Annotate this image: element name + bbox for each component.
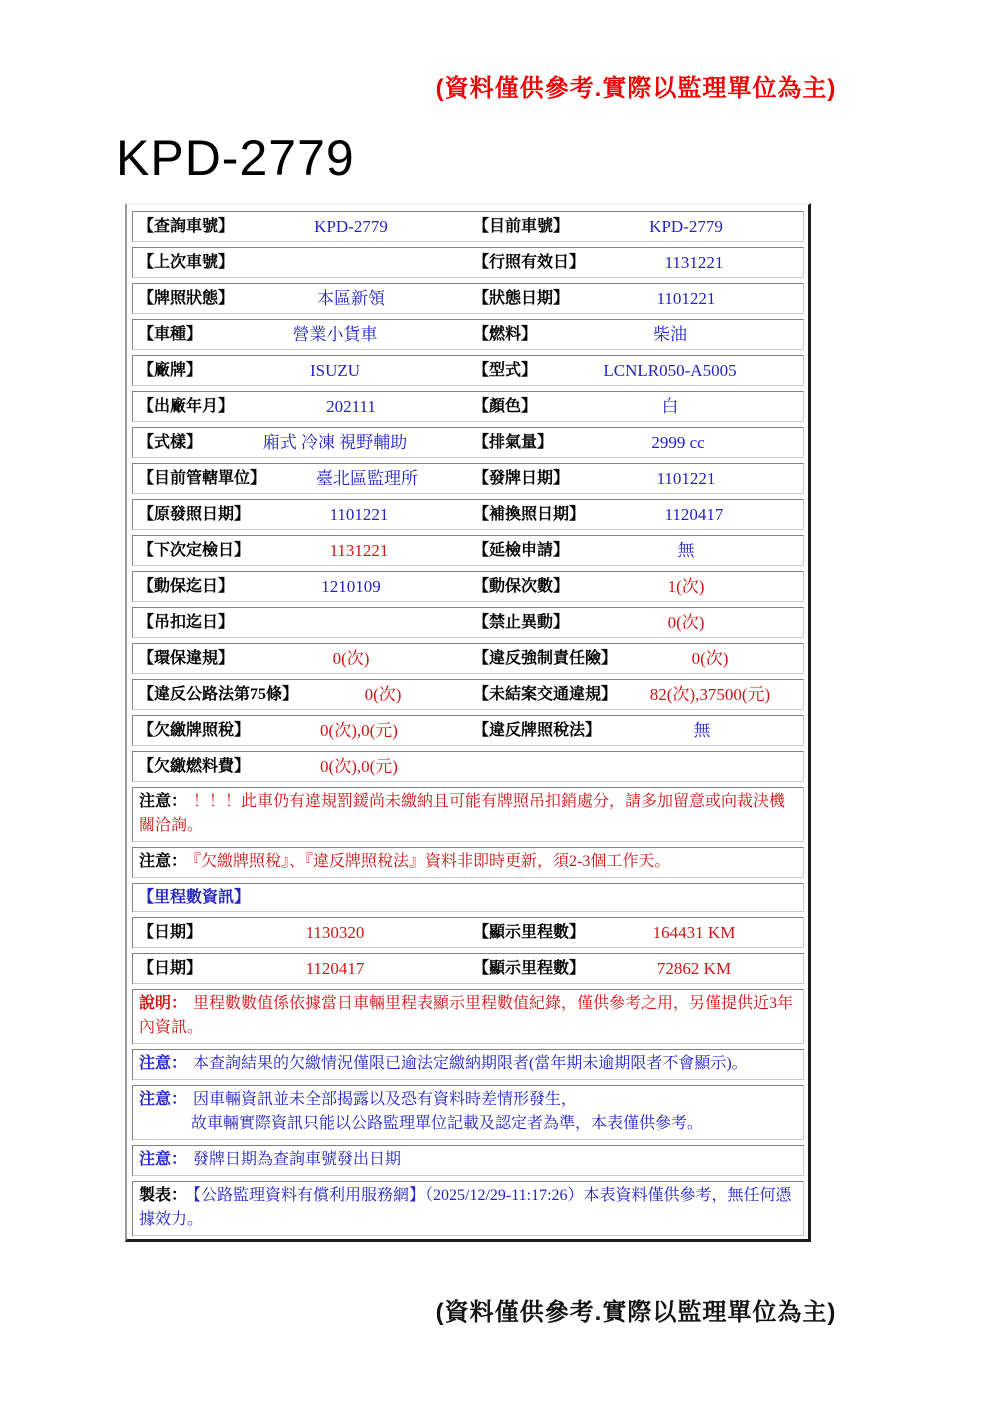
table-row <box>132 355 804 386</box>
field-pair <box>468 608 803 637</box>
field-value: 0(次) <box>691 649 729 668</box>
field-label: 【燃料】 <box>473 326 538 343</box>
vehicle-info-table <box>125 203 811 1242</box>
field-label: 【牌照狀態】 <box>138 290 235 307</box>
field-pair <box>133 716 468 745</box>
note-tax-update <box>132 847 804 878</box>
field-value: 廂式 冷凍 視野輔助 <box>262 433 408 452</box>
field-value: 164431 KM <box>652 923 736 942</box>
table-row <box>132 715 804 746</box>
field-label: 【吊扣迄日】 <box>138 614 235 631</box>
note-label: 注意： <box>139 1151 188 1168</box>
field-value: 72862 KM <box>656 959 732 978</box>
field-value: 0(次),0(元) <box>320 721 398 740</box>
field-label: 【廠牌】 <box>138 362 203 379</box>
note-text-line2: 故車輛實際資訊只能以公路監理單位記載及認定者為準，本表僅供參考。 <box>191 1115 704 1132</box>
field-pair <box>468 320 803 349</box>
field-value: 2999 cc <box>651 433 705 452</box>
table-row <box>132 571 804 602</box>
field-value: 0(次) <box>667 613 705 632</box>
field-label: 【違反強制責任險】 <box>473 650 618 667</box>
table-row <box>132 535 804 566</box>
field-label: 【欠繳牌照稅】 <box>138 722 251 739</box>
field-label: 【出廠年月】 <box>138 398 235 415</box>
table-row <box>132 319 804 350</box>
note-label: 注意： <box>139 1055 188 1072</box>
table-row <box>132 607 804 638</box>
table-row <box>132 391 804 422</box>
field-value: 1101221 <box>656 469 716 488</box>
field-pair <box>468 212 803 241</box>
field-pair <box>133 500 468 529</box>
field-pair <box>133 752 468 781</box>
table-row <box>132 211 804 242</box>
note-text: 本查詢結果的欠繳情況僅限已逾法定繳納期限者(當年期未逾期限者不會顯示)。 <box>193 1055 748 1072</box>
field-value: ISUZU <box>309 361 361 380</box>
table-row <box>132 463 804 494</box>
note-label: 注意： <box>139 793 188 810</box>
field-pair <box>468 572 803 601</box>
disclaimer-bottom: (資料僅供參考.實際以監理單位為主) <box>435 1299 837 1326</box>
note-text: 里程數數值係依據當日車輛里程表顯示里程數值紀錄，僅供參考之用，另僅提供近3年內資訊。 <box>139 995 794 1036</box>
field-pair <box>468 356 803 385</box>
field-pair <box>468 918 803 947</box>
field-label: 【行照有效日】 <box>473 254 586 271</box>
field-label: 【補換照日期】 <box>473 506 586 523</box>
note-mileage-description <box>132 989 804 1044</box>
field-label: 【未結案交通違規】 <box>473 686 618 703</box>
field-label: 【式樣】 <box>138 434 203 451</box>
note-label: 製表： <box>139 1187 188 1204</box>
page-title-plate-number: KPD-2779 <box>116 130 355 186</box>
mileage-row <box>132 917 804 948</box>
field-label: 【上次車號】 <box>138 254 235 271</box>
field-pair <box>468 536 803 565</box>
field-pair <box>133 954 468 983</box>
field-pair <box>468 284 803 313</box>
field-value: 1120417 <box>664 505 724 524</box>
field-pair <box>468 954 803 983</box>
field-pair <box>133 464 468 493</box>
field-pair <box>133 918 468 947</box>
field-label: 【延檢申請】 <box>473 542 570 559</box>
table-row <box>132 679 804 710</box>
field-label: 【顯示里程數】 <box>473 924 586 941</box>
field-label: 【原發照日期】 <box>138 506 251 523</box>
note-issue-date <box>132 1145 804 1176</box>
field-label: 【型式】 <box>473 362 538 379</box>
note-text: 『欠繳牌照稅』、『違反牌照稅法』資料非即時更新，須2-3個工作天。 <box>193 853 671 870</box>
field-label: 【顯示里程數】 <box>473 960 586 977</box>
field-label: 【日期】 <box>138 924 203 941</box>
disclaimer-top: (資料僅供參考.實際以監理單位為主) <box>435 75 837 102</box>
field-pair <box>133 572 468 601</box>
field-pair <box>133 608 468 637</box>
note-overdue-scope <box>132 1049 804 1080</box>
mileage-section-header: 【里程數資訊】 <box>132 883 804 912</box>
field-label: 【查詢車號】 <box>138 218 235 235</box>
field-label: 【動保次數】 <box>473 578 570 595</box>
note-text: 發牌日期為查詢車號發出日期 <box>193 1151 402 1168</box>
field-pair <box>468 392 803 421</box>
field-value: 0(次),0(元) <box>320 757 398 776</box>
field-pair <box>468 428 803 457</box>
field-value: 營業小貨車 <box>292 325 378 344</box>
field-pair <box>133 248 468 277</box>
field-pair <box>468 500 803 529</box>
table-row <box>132 499 804 530</box>
table-row <box>132 427 804 458</box>
field-label: 【目前車號】 <box>473 218 570 235</box>
field-value: 202111 <box>326 397 376 416</box>
field-value: 1120417 <box>305 959 365 978</box>
note-label: 注意： <box>139 853 188 870</box>
field-pair <box>468 464 803 493</box>
note-label: 注意： <box>139 1091 188 1108</box>
field-label: 【動保迄日】 <box>138 578 235 595</box>
note-text: ！！！此車仍有違規罰鍰尚未繳納且可能有牌照吊扣銷處分，請多加留意或向裁決機關洽詢。 <box>139 793 786 834</box>
field-pair <box>468 716 803 745</box>
field-label: 【禁止異動】 <box>473 614 570 631</box>
mileage-row <box>132 953 804 984</box>
field-pair <box>468 248 803 277</box>
field-value: 0(次) <box>364 685 402 704</box>
field-value <box>234 248 468 277</box>
note-data-lag <box>132 1085 804 1140</box>
field-pair <box>133 644 468 673</box>
field-value <box>234 608 468 637</box>
table-row <box>132 643 804 674</box>
table-row <box>132 283 804 314</box>
note-made-by <box>132 1181 804 1236</box>
note-label: 說明： <box>139 995 188 1012</box>
field-label: 【發牌日期】 <box>473 470 570 487</box>
field-label: 【下次定檢日】 <box>138 542 251 559</box>
field-value: 無 <box>693 721 711 740</box>
field-value: 1101221 <box>329 505 389 524</box>
note-text: 【公路監理資料有償利用服務網】（2025/12/29-11:17:26）本表資料僅供參考，無任何憑據效力。 <box>139 1187 792 1228</box>
field-label: 【目前管轄單位】 <box>138 470 267 487</box>
field-pair <box>468 680 803 709</box>
field-value: 臺北區監理所 <box>316 469 418 488</box>
field-label: 【車種】 <box>138 326 203 343</box>
field-pair <box>133 536 468 565</box>
field-label: 【違反公路法第75條】 <box>138 686 299 703</box>
field-label: 【日期】 <box>138 960 203 977</box>
field-pair <box>133 356 468 385</box>
field-value: 1101221 <box>656 289 716 308</box>
field-value: KPD-2779 <box>314 217 388 236</box>
field-value: 1210109 <box>321 577 381 596</box>
field-value: 1131221 <box>329 541 389 560</box>
field-value: 1131221 <box>664 253 724 272</box>
field-value: 82(次),37500(元) <box>649 685 771 704</box>
note-text: 因車輛資訊並未全部揭露以及恐有資料時差情形發生， <box>193 1091 578 1108</box>
field-label: 【欠繳燃料費】 <box>138 758 251 775</box>
field-value: 白 <box>661 397 679 416</box>
field-label: 【違反牌照稅法】 <box>473 722 602 739</box>
note-violation-warning <box>132 787 804 842</box>
field-value: 本區新領 <box>317 289 385 308</box>
field-label: 【環保違規】 <box>138 650 235 667</box>
field-label: 【狀態日期】 <box>473 290 570 307</box>
field-value: 無 <box>677 541 695 560</box>
field-value: LCNLR050-A5005 <box>603 361 737 380</box>
field-pair <box>133 284 468 313</box>
field-pair <box>133 428 468 457</box>
field-value: KPD-2779 <box>649 217 723 236</box>
field-pair <box>468 644 803 673</box>
field-value: 0(次) <box>332 649 370 668</box>
field-label: 【排氣量】 <box>473 434 554 451</box>
field-pair <box>133 392 468 421</box>
field-value: 1130320 <box>305 923 365 942</box>
field-label: 【顏色】 <box>473 398 538 415</box>
field-pair <box>133 212 468 241</box>
field-value: 柴油 <box>653 325 687 344</box>
field-pair <box>133 680 468 709</box>
field-pair <box>133 320 468 349</box>
table-row <box>132 751 804 782</box>
field-value: 1(次) <box>667 577 705 596</box>
table-row <box>132 247 804 278</box>
